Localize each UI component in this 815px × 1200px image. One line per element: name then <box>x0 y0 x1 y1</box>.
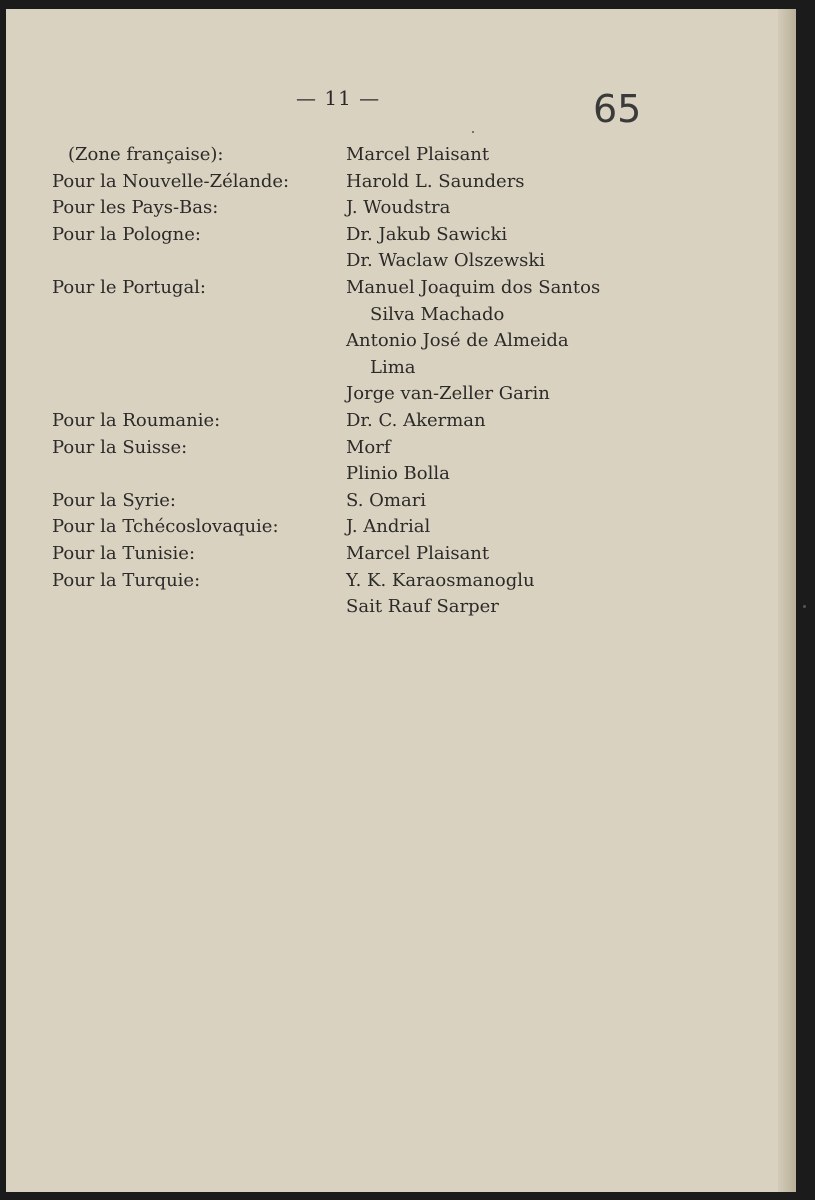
signatory-name: S. Omari <box>346 489 427 511</box>
spacer <box>52 461 342 488</box>
signatory-name: J. Andrial <box>346 516 431 538</box>
country-label: Pour la Syrie: <box>52 489 176 511</box>
signatory-name: Marcel Plaisant <box>346 542 490 564</box>
signatory-name: Dr. C. Akerman <box>346 409 486 431</box>
country-label: Pour la Roumanie: <box>52 409 221 431</box>
spacer <box>52 328 342 355</box>
stamp-number: 65 <box>593 87 642 131</box>
country-label: Pour les Pays-Bas: <box>52 197 219 219</box>
signatory-name: Morf <box>346 436 391 458</box>
page-number: — 11 — <box>296 86 381 110</box>
signatory-name: Antonio José de Almeida <box>346 330 569 352</box>
signatory-name: J. Woudstra <box>346 197 451 219</box>
country-label: Pour la Suisse: <box>52 436 188 458</box>
signatory-name: Lima <box>370 356 416 378</box>
signatory-name: Manuel Joaquim dos Santos <box>346 276 601 298</box>
signatory-name: Sait Rauf Sarper <box>346 596 499 618</box>
country-label: (Zone française): <box>68 144 224 165</box>
signatory-name: Dr. Jakub Sawicki <box>346 223 508 245</box>
country-label: Pour la Nouvelle-Zélande: <box>52 170 290 192</box>
signatory-name: Plinio Bolla <box>346 463 450 485</box>
signatory-name: Jorge van-Zeller Garin <box>346 383 550 405</box>
page-edge <box>778 9 796 1192</box>
country-label: Pour la Tchécoslovaquie: <box>52 516 279 538</box>
spacer <box>52 248 342 275</box>
spacer <box>52 381 342 408</box>
signatory-name: Silva Machado <box>370 303 505 325</box>
signatory-name: Marcel Plaisant <box>346 144 490 165</box>
country-label: Pour le Portugal: <box>52 276 206 298</box>
signatory-name: Dr. Waclaw Olszewski <box>346 250 546 272</box>
spacer <box>52 355 342 382</box>
signatory-name: Y. K. Karaosmanoglu <box>346 569 535 591</box>
country-label: Pour la Tunisie: <box>52 542 196 564</box>
country-label: Pour la Turquie: <box>52 569 201 591</box>
paper-speck <box>472 131 474 133</box>
signatory-name: Harold L. Saunders <box>346 170 525 192</box>
names-column <box>346 142 776 621</box>
spacer <box>52 302 342 329</box>
document-page <box>6 9 796 1192</box>
country-label: Pour la Pologne: <box>52 223 201 245</box>
countries-column <box>52 142 342 594</box>
paper-speck <box>803 605 806 608</box>
